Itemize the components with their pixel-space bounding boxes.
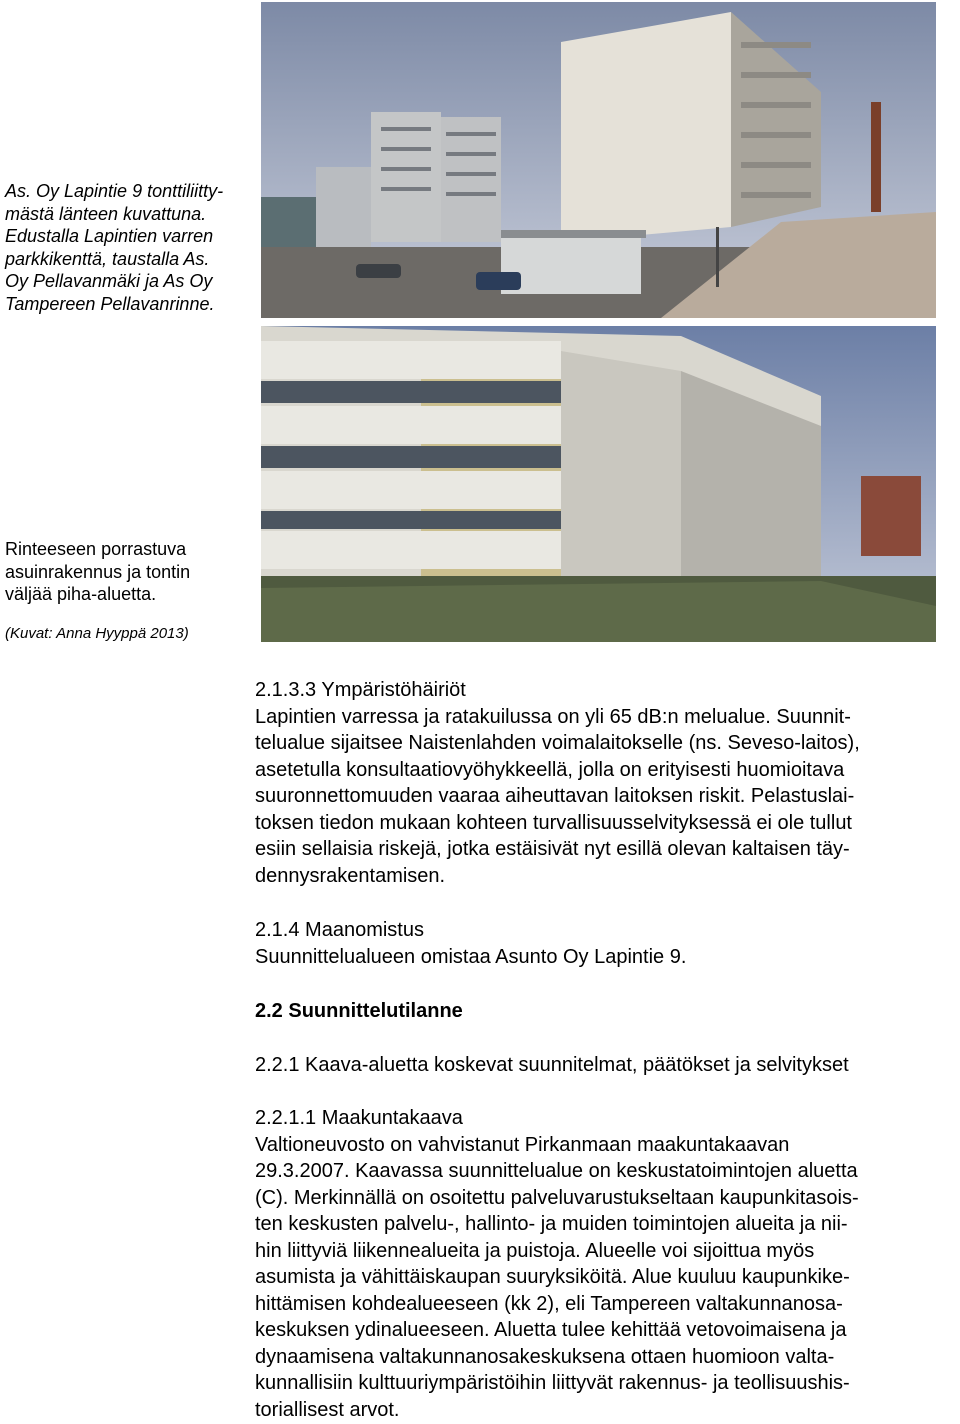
text-line: toksen tiedon mukaan kohteen turvallisuusselvityksessä ei ole tullut bbox=[255, 811, 852, 834]
text-line: Lapintien varressa ja ratakuilussa on yli 65 dB:n melualue. Suunnit- bbox=[255, 705, 851, 728]
section-2-1-4 bbox=[255, 917, 960, 970]
section-heading: 2.2.1 Kaava-aluetta koskevat suunnitelmat, päätökset ja selvitykset bbox=[255, 1054, 849, 1076]
text-line: kunnallisiin kulttuuriympäristöihin liittyvät rakennus- ja teollisuushis- bbox=[255, 1372, 850, 1394]
text-line: esiin sellaisia riskejä, jotka estäisivät nyt esillä olevan kaltaisen täy- bbox=[255, 838, 850, 860]
photo-apartment-building bbox=[261, 326, 936, 642]
section-heading: 2.2 Suunnittelutilanne bbox=[255, 1000, 463, 1022]
caption-line: Oy Pellavanmäki ja As Oy bbox=[5, 271, 213, 291]
caption-line: parkkikenttä, taustalla As. bbox=[5, 248, 210, 269]
text-line: telualue sijaitsee Naistenlahden voimalaitokselle (ns. Seveso-laitos), bbox=[255, 732, 860, 754]
section-heading: 2.1.4 Maanomistus bbox=[255, 919, 424, 941]
section-2-2-1-1 bbox=[255, 1105, 960, 1423]
text-line: hin liittyviä liikennealueita ja puistoja. Alueelle voi sijoittua myös bbox=[255, 1239, 815, 1262]
section-heading: 2.2.1.1 Maakuntakaava bbox=[255, 1107, 463, 1129]
text-line: 29.3.2007. Kaavassa suunnittelualue on keskustatoimintojen aluetta bbox=[255, 1160, 858, 1182]
text-line: toriallisest arvot. bbox=[255, 1398, 400, 1421]
section-heading: 2.1.3.3 Ympäristöhäiriöt bbox=[255, 679, 466, 701]
text-line: ten keskusten palvelu-, hallinto- ja muiden toimintojen alueita ja nii- bbox=[255, 1213, 848, 1235]
photo-street-view bbox=[261, 2, 936, 318]
section-2-2-1 bbox=[255, 1052, 960, 1079]
section-2-1-3-3 bbox=[255, 677, 960, 889]
text-line: (C). Merkinnällä on osoitettu palveluvarustukseltaan kaupunkitasois- bbox=[255, 1186, 859, 1209]
caption-line: Tampereen Pellavanrinne. bbox=[5, 293, 215, 314]
photo-credit: (Kuvat: Anna Hyyppä 2013) bbox=[5, 625, 189, 642]
caption-line: väljää piha-aluetta. bbox=[5, 584, 157, 604]
text-line: Valtioneuvosto on vahvistanut Pirkanmaan maakuntakaavan bbox=[255, 1133, 790, 1156]
caption-line: asuinrakennus ja tontin bbox=[5, 561, 191, 582]
text-line: Suunnittelualueen omistaa Asunto Oy Lapintie 9. bbox=[255, 945, 687, 968]
text-line: asetetulla konsultaatiovyöhykkeellä, jolla on erityisesti huomioitava bbox=[255, 758, 845, 781]
caption-line: mästä länteen kuvattuna. bbox=[5, 203, 207, 224]
text-line: dynaamisena valtakunnanosakeskuksena ottaen huomioon valta- bbox=[255, 1345, 835, 1368]
photo1-caption bbox=[5, 180, 245, 315]
caption-line: As. Oy Lapintie 9 tonttiliitty- bbox=[5, 181, 224, 201]
text-line: dennysrakentamisen. bbox=[255, 864, 446, 887]
text-line: suuronnettomuuden vaaraa aiheuttavan laitoksen riskit. Pelastuslai- bbox=[255, 785, 855, 807]
caption-line: Edustalla Lapintien varren bbox=[5, 226, 214, 246]
text-line: keskuksen ydinalueeseen. Aluetta tulee kehittää vetovoimaisena ja bbox=[255, 1319, 847, 1341]
photo2-caption bbox=[5, 538, 245, 606]
text-line: asumista ja vähittäiskaupan suuryksiköitä. Alue kuuluu kaupunkike- bbox=[255, 1266, 850, 1288]
caption-line: Rinteeseen porrastuva bbox=[5, 539, 187, 559]
text-line: hittämisen kohdealueeseen (kk 2), eli Tampereen valtakunnanosa- bbox=[255, 1292, 843, 1315]
section-2-2 bbox=[255, 998, 960, 1025]
